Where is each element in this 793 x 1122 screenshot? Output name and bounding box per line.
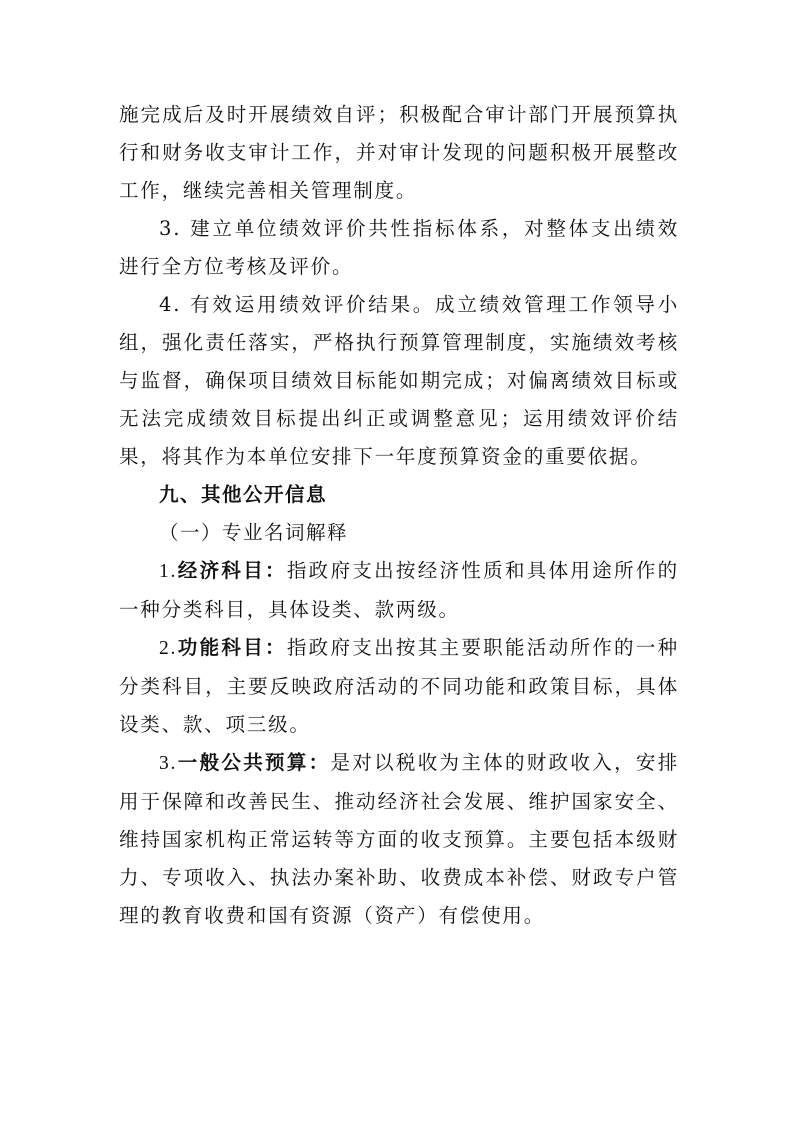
paragraph-item-3: 3. 建立单位绩效评价共性指标体系，对整体支出绩效进行全方位考核及评价。	[119, 217, 679, 278]
paragraph-item-4: 4. 有效运用绩效评价结果。成立绩效管理工作领导小组，强化责任落实，严格执行预算管理制度，实施绩效考核与监督，确保项目绩效目标能如期完成；对偏离绩效目标或无法完成绩效目标提出纠正或调整意见；运用绩效评价结果，将其作为本单位安排下一年度预算资金的重要依据。	[119, 293, 679, 468]
term-number: 1.	[159, 561, 178, 582]
term-text: 指政府支出按经济性质和具体用途所作的一种分类科目，具体设类、款两级。	[119, 559, 679, 621]
document-body	[119, 96, 679, 935]
term-definition-functional	[119, 629, 679, 744]
term-title: 经济科目：	[177, 559, 287, 582]
term-text: 指政府支出按其主要职能活动所作的一种分类科目，主要反映政府活动的不同功能和政策目标，具体设类、款、项三级。	[119, 636, 679, 736]
term-number: 2.	[159, 638, 178, 659]
paragraph-continuation: 施完成后及时开展绩效自评；积极配合审计部门开展预算执行和财务收支审计工作，并对审计发现的问题积极开展整改工作，继续完善相关管理制度。	[119, 103, 679, 202]
term-number: 3.	[159, 753, 178, 774]
term-definition-economic	[119, 552, 679, 629]
section-subheading: （一）专业名词解释	[159, 521, 349, 544]
section-heading: 九、其他公开信息	[159, 483, 328, 506]
term-title: 功能科目：	[177, 636, 287, 659]
term-title: 一般公共预算：	[177, 751, 331, 774]
term-text: 是对以税收为主体的财政收入，安排用于保障和改善民生、推动经济社会发展、维护国家安全、维持国家机构正常运转等方面的收支预算。主要包括本级财力、专项收入、执法办案补助、收费成本补偿、财政专户管理的教育收费和国有资源（资产）有偿使用。	[119, 751, 679, 927]
term-definition-general-budget	[119, 744, 679, 935]
